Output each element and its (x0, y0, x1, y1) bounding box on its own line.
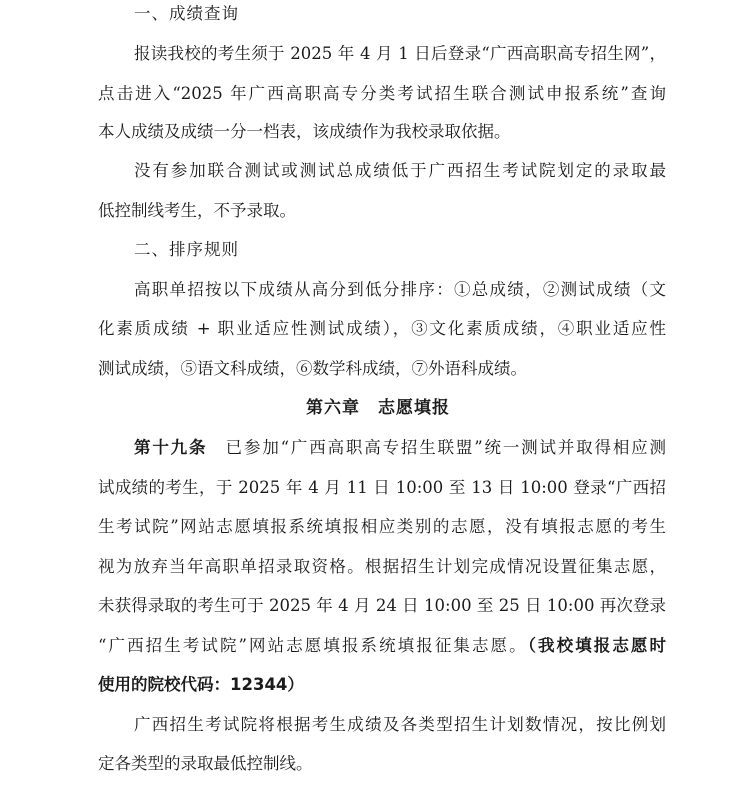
section-heading-ranking-rules: 二、排序规则 (134, 240, 239, 259)
paragraph-line: 测试成绩，⑤语文科成绩，⑥数学科成绩，⑦外语科成绩。 (98, 359, 527, 378)
paragraph-line: 广西招生考试院将根据考生成绩及各类型招生计划数情况，按比例划 (134, 715, 666, 734)
paragraph-line: 本人成绩及成绩一分一档表，该成绩作为我校录取依据。 (98, 122, 511, 141)
paragraph-line: 视为放弃当年高职单招录取资格。根据招生计划完成情况设置征集志愿， (98, 557, 666, 576)
paragraph-line: 生考试院”网站志愿填报系统填报相应类别的志愿，没有填报志愿的考生 (98, 517, 666, 536)
paragraph-line: 报读我校的考生须于 2025 年 4 月 1 日后登录“广西高职高专招生网”， (134, 44, 666, 63)
institution-code-note: （我校填报志愿时 (527, 636, 667, 655)
institution-code-note-end: 使用的院校代码：12344） (98, 675, 304, 694)
article-text: 已参加“广西高职高专招生联盟”统一测试并取得相应测 (225, 438, 667, 457)
paragraph-line: 化素质成绩 + 职业适应性测试成绩），③文化素质成绩，④职业适应性 (98, 319, 666, 338)
article-label: 第十九条 (134, 438, 208, 457)
paragraph-text: “广西招生考试院”网站志愿填报系统填报征集志愿。 (98, 636, 528, 655)
paragraph-line: 定各类型的录取最低控制线。 (98, 754, 313, 773)
article-19-first-line (134, 436, 666, 460)
chapter-title: 第六章 志愿填报 (306, 398, 450, 418)
paragraph-line: 试成绩的考生，于 2025 年 4 月 11 日 10:00 至 13 日 10:00 登录“广西招 (98, 478, 666, 497)
paragraph-line: 没有参加联合测试或测试总成绩低于广西招生考试院划定的录取最 (134, 161, 666, 180)
section-heading-score-query: 一、成绩查询 (134, 4, 239, 23)
paragraph-line: 未获得录取的考生可于 2025 年 4 月 24 日 10:00 至 25 日 10:00 再次登录 (98, 596, 666, 615)
paragraph-line: 低控制线考生，不予录取。 (98, 201, 296, 220)
paragraph-line: 高职单招按以下成绩从高分到低分排序：①总成绩，②测试成绩（文 (134, 280, 666, 299)
paragraph-line: 点击进入“2025 年广西高职高专分类考试招生联合测试申报系统”查询 (98, 84, 666, 103)
paragraph-line-with-bold (98, 634, 666, 658)
